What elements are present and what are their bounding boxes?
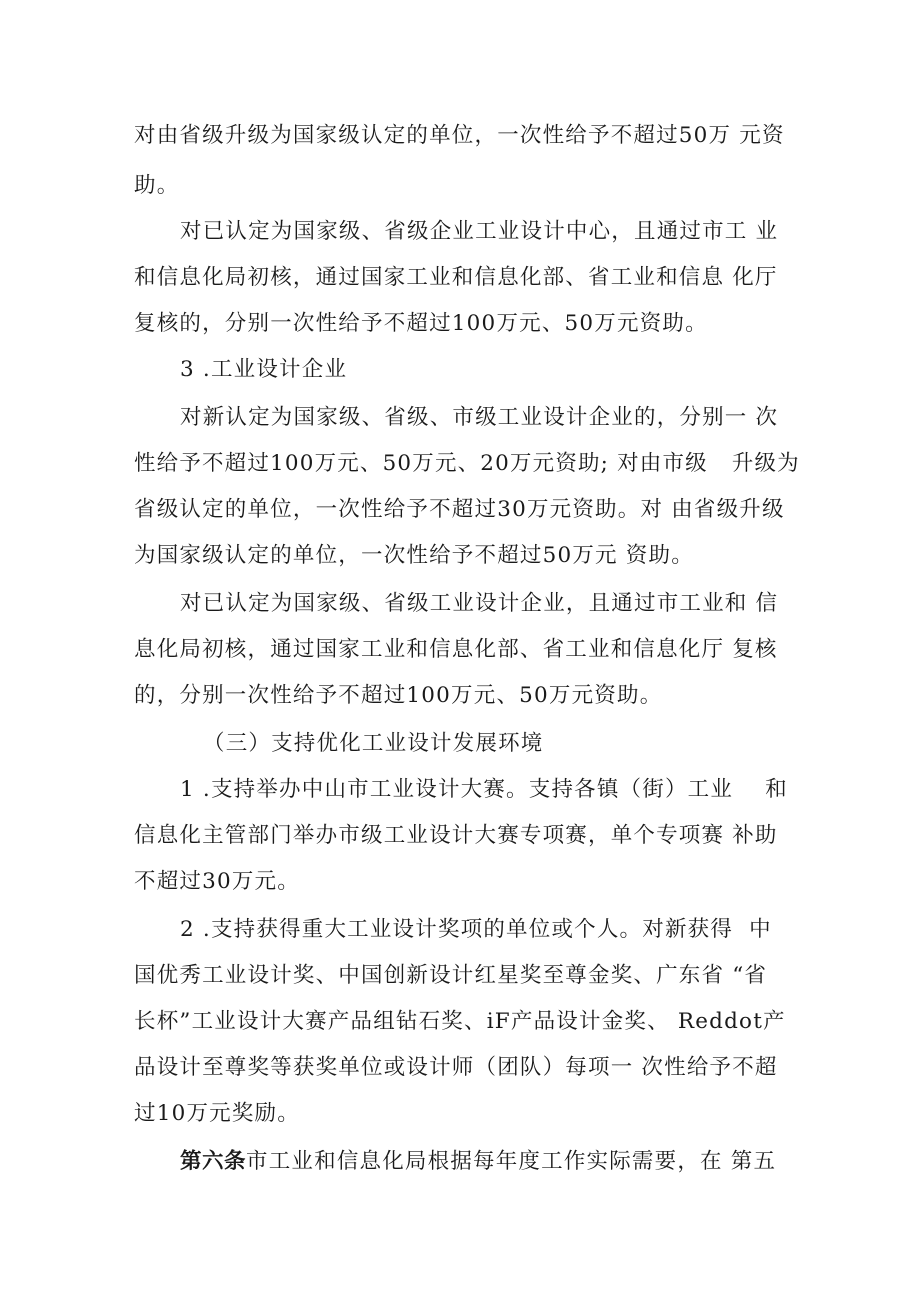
section-heading: （三）支持优化工业设计发展环境 <box>203 731 544 756</box>
paragraph-line: 对已认定为国家级、省级工业设计企业，且通过市工业和 信 <box>180 591 779 616</box>
paragraph-line: 助。 <box>134 173 180 198</box>
paragraph-line: 对由省级升级为国家级认定的单位，一次性给予不超过50万 元资 <box>134 123 785 148</box>
paragraph-line: 复核的，分别一次性给予不超过100万元、50万元资助。 <box>134 311 708 336</box>
paragraph-line: 2 .支持获得重大工业设计奖项的单位或个人。对新获得 中 <box>180 917 772 942</box>
article-text: 市工业和信息化局根据每年度工作实际需要，在 第五 <box>246 1149 777 1174</box>
paragraph-line: 性给予不超过100万元、50万元、20万元资助; 对由市级 升级为 <box>134 451 800 476</box>
paragraph-line: 对已认定为国家级、省级企业工业设计中心，且通过市工 业 <box>180 219 779 244</box>
paragraph-line: 对新认定为国家级、省级、市级工业设计企业的，分别一 次 <box>180 405 779 430</box>
paragraph-line: 长杯”工业设计大赛产品组钻石奖、iF产品设计金奖、 Reddot产 <box>134 1009 786 1034</box>
paragraph-line: 的，分别一次性给予不超过100万元、50万元资助。 <box>134 683 663 708</box>
paragraph-line: 国优秀工业设计奖、中国创新设计红星奖至尊金奖、广东省 “省 <box>134 963 768 988</box>
paragraph-line: 不超过30万元。 <box>134 869 300 894</box>
paragraph-line: 1 .支持举办中山市工业设计大赛。支持各镇（街）工业 和 <box>180 777 788 802</box>
section-heading: 3 .工业设计企业 <box>180 357 348 382</box>
paragraph-line: 信息化主管部门举办市级工业设计大赛专项赛，单个专项赛 补助 <box>134 823 778 848</box>
article-number: 第六条 <box>180 1149 247 1174</box>
article-line <box>180 1147 776 1177</box>
paragraph-line: 过10万元奖励。 <box>134 1101 300 1126</box>
paragraph-line: 和信息化局初核，通过国家工业和信息化部、省工业和信息 化厅 <box>134 265 778 290</box>
paragraph-line: 品设计至尊奖等获奖单位或设计师（团队）每项一 次性给予不超 <box>134 1055 778 1080</box>
paragraph-line: 为国家级认定的单位，一次性给予不超过50万元 资助。 <box>134 543 694 568</box>
paragraph-line: 息化局初核，通过国家工业和信息化部、省工业和信息化厅 复核 <box>134 637 778 662</box>
paragraph-line: 省级认定的单位，一次性给予不超过30万元资助。对 由省级升级 <box>134 497 785 522</box>
